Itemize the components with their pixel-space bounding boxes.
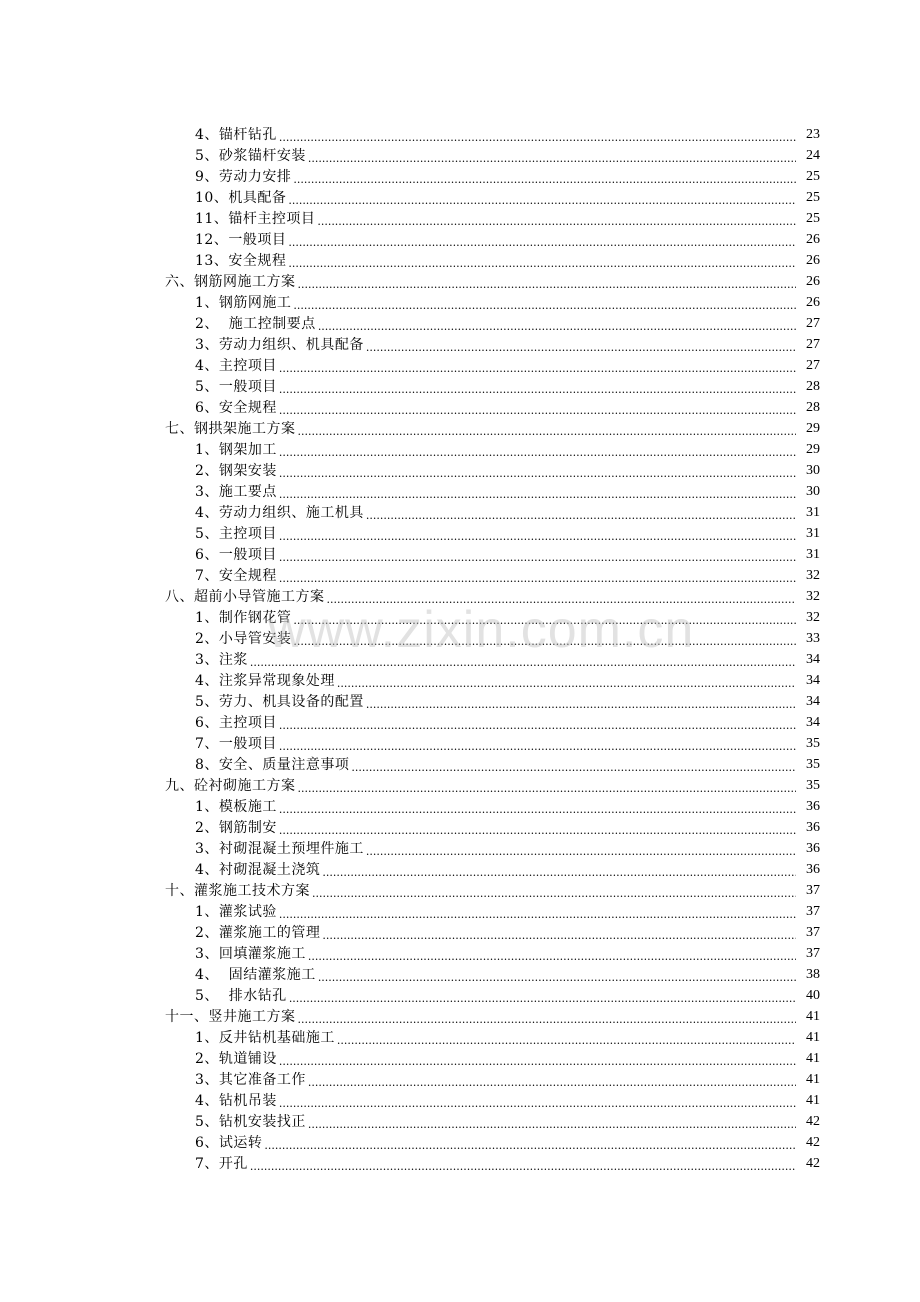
toc-section-entry[interactable] xyxy=(0,795,920,816)
toc-page-number: 27 xyxy=(806,316,820,331)
toc-dot-leader xyxy=(288,252,796,270)
toc-section-entry[interactable] xyxy=(0,228,920,249)
toc-section-entry[interactable] xyxy=(0,963,920,984)
toc-section-entry[interactable] xyxy=(0,123,920,144)
toc-chapter-entry[interactable] xyxy=(0,417,920,438)
toc-page-number: 33 xyxy=(806,631,820,646)
toc-dot-leader xyxy=(279,1050,796,1068)
toc-entry-label: 3、劳动力组织、机具配备 xyxy=(195,337,364,353)
toc-dot-leader xyxy=(279,714,796,732)
toc-dot-leader xyxy=(318,966,796,984)
toc-dot-leader xyxy=(279,399,796,417)
toc-page-number: 26 xyxy=(806,295,820,310)
toc-entry-label: 3、其它准备工作 xyxy=(195,1072,306,1088)
toc-dot-leader xyxy=(279,357,796,375)
toc-entry-label: 2、 施工控制要点 xyxy=(195,316,316,332)
toc-entry-label: 1、反井钻机基础施工 xyxy=(195,1030,335,1046)
toc-dot-leader xyxy=(279,441,796,459)
toc-page-number: 30 xyxy=(806,463,820,478)
toc-dot-leader xyxy=(279,567,796,585)
toc-section-entry[interactable] xyxy=(0,1026,920,1047)
toc-section-entry[interactable] xyxy=(0,564,920,585)
toc-page-number: 26 xyxy=(806,274,820,289)
toc-page-number: 35 xyxy=(806,778,820,793)
toc-entry-label: 1、制作钢花管 xyxy=(195,610,292,626)
toc-section-entry[interactable] xyxy=(0,1047,920,1068)
toc-entry-label: 3、施工要点 xyxy=(195,484,277,500)
toc-dot-leader xyxy=(279,483,796,501)
toc-dot-leader xyxy=(308,1113,796,1131)
toc-dot-leader xyxy=(288,231,796,249)
toc-dot-leader xyxy=(279,378,796,396)
toc-chapter-entry[interactable] xyxy=(0,1005,920,1026)
toc-dot-leader xyxy=(317,210,796,228)
toc-dot-leader xyxy=(279,525,796,543)
toc-entry-label: 2、钢架安装 xyxy=(195,463,277,479)
toc-dot-leader xyxy=(298,777,797,795)
toc-section-entry[interactable] xyxy=(0,480,920,501)
toc-entry-label: 8、安全、质量注意事项 xyxy=(195,757,350,773)
toc-dot-leader xyxy=(366,504,796,522)
toc-page-number: 25 xyxy=(806,190,820,205)
toc-page-number: 42 xyxy=(806,1114,820,1129)
toc-entry-label: 2、钢筋制安 xyxy=(195,820,277,836)
toc-entry-label: 十、灌浆施工技术方案 xyxy=(165,883,310,899)
toc-section-entry[interactable] xyxy=(0,837,920,858)
toc-entry-label: 4、钻机吊装 xyxy=(195,1093,277,1109)
toc-entry-label: 3、衬砌混凝土预埋件施工 xyxy=(195,841,364,857)
toc-dot-leader xyxy=(279,819,796,837)
toc-section-entry[interactable] xyxy=(0,669,920,690)
toc-section-entry[interactable] xyxy=(0,1089,920,1110)
toc-section-entry[interactable] xyxy=(0,333,920,354)
toc-entry-label: 4、锚杆钻孔 xyxy=(195,127,277,143)
toc-dot-leader xyxy=(288,189,796,207)
toc-dot-leader xyxy=(298,420,797,438)
toc-page-number: 25 xyxy=(806,211,820,226)
toc-page-number: 34 xyxy=(806,673,820,688)
toc-entry-label: 1、钢筋网施工 xyxy=(195,295,292,311)
toc-section-entry[interactable] xyxy=(0,207,920,228)
toc-page-number: 41 xyxy=(806,1030,820,1045)
toc-page-number: 41 xyxy=(806,1051,820,1066)
toc-entry-label: 六、钢筋网施工方案 xyxy=(165,274,296,290)
toc-entry-label: 八、超前小导管施工方案 xyxy=(165,589,325,605)
toc-page-number: 42 xyxy=(806,1156,820,1171)
toc-entry-label: 6、一般项目 xyxy=(195,547,277,563)
toc-page-number: 42 xyxy=(806,1135,820,1150)
toc-section-entry[interactable] xyxy=(0,501,920,522)
toc-page-number: 26 xyxy=(806,253,820,268)
toc-entry-label: 3、注浆 xyxy=(195,652,248,668)
toc-page-number: 34 xyxy=(806,694,820,709)
toc-section-entry[interactable] xyxy=(0,249,920,270)
toc-entry-label: 4、 固结灌浆施工 xyxy=(195,967,316,983)
toc-page-number: 34 xyxy=(806,652,820,667)
toc-page-number: 41 xyxy=(806,1072,820,1087)
toc-dot-leader xyxy=(279,798,796,816)
toc-section-entry[interactable] xyxy=(0,816,920,837)
toc-entry-label: 6、试运转 xyxy=(195,1135,263,1151)
toc-entry-label: 5、钻机安装找正 xyxy=(195,1114,306,1130)
toc-dot-leader xyxy=(279,462,796,480)
toc-section-entry[interactable] xyxy=(0,459,920,480)
toc-dot-leader xyxy=(366,693,796,711)
toc-entry-label: 2、轨道铺设 xyxy=(195,1051,277,1067)
toc-page-number: 28 xyxy=(806,400,820,415)
toc-entry-label: 5、一般项目 xyxy=(195,379,277,395)
toc-dot-leader xyxy=(279,735,796,753)
toc-page-number: 41 xyxy=(806,1093,820,1108)
watermark: www.zixin.com.cn xyxy=(268,601,695,659)
toc-dot-leader xyxy=(279,546,796,564)
toc-entry-label: 1、模板施工 xyxy=(195,799,277,815)
toc-page-number: 25 xyxy=(806,169,820,184)
toc-page-number: 36 xyxy=(806,799,820,814)
toc-section-entry[interactable] xyxy=(0,375,920,396)
toc-page-number: 36 xyxy=(806,841,820,856)
toc-page-number: 35 xyxy=(806,736,820,751)
toc-section-entry[interactable] xyxy=(0,942,920,963)
toc-section-entry[interactable] xyxy=(0,984,920,1005)
toc-section-entry[interactable] xyxy=(0,291,920,312)
toc-page-number: 32 xyxy=(806,610,820,625)
toc-page-number: 32 xyxy=(806,568,820,583)
toc-section-entry[interactable] xyxy=(0,396,920,417)
toc-entry-label: 5、劳力、机具设备的配置 xyxy=(195,694,364,710)
toc-entry-label: 4、主控项目 xyxy=(195,358,277,374)
toc-section-entry[interactable] xyxy=(0,144,920,165)
toc-section-entry[interactable] xyxy=(0,690,920,711)
toc-entry-label: 4、衬砌混凝土浇筑 xyxy=(195,862,321,878)
toc-chapter-entry[interactable] xyxy=(0,270,920,291)
toc-page-number: 36 xyxy=(806,862,820,877)
toc-entry-label: 10、机具配备 xyxy=(195,190,287,206)
toc-entry-label: 9、劳动力安排 xyxy=(195,169,292,185)
toc-entry-label: 1、钢架加工 xyxy=(195,442,277,458)
toc-chapter-entry[interactable] xyxy=(0,774,920,795)
toc-section-entry[interactable] xyxy=(0,1110,920,1131)
toc-dot-leader xyxy=(298,1008,797,1026)
toc-dot-leader xyxy=(318,315,796,333)
toc-page-number: 24 xyxy=(806,148,820,163)
toc-section-entry[interactable] xyxy=(0,858,920,879)
toc-page-number: 37 xyxy=(806,946,820,961)
toc-entry-label: 1、灌浆试验 xyxy=(195,904,277,920)
toc-page-number: 30 xyxy=(806,484,820,499)
toc-dot-leader xyxy=(366,336,796,354)
toc-section-entry[interactable] xyxy=(0,732,920,753)
toc-dot-leader xyxy=(308,147,796,165)
toc-entry-label: 13、安全规程 xyxy=(195,253,287,269)
toc-entry-label: 4、注浆异常现象处理 xyxy=(195,673,335,689)
toc-entry-label: 3、回填灌浆施工 xyxy=(195,946,306,962)
toc-section-entry[interactable] xyxy=(0,753,920,774)
toc-entry-label: 6、安全规程 xyxy=(195,400,277,416)
toc-page-number: 34 xyxy=(806,715,820,730)
toc-entry-label: 2、小导管安装 xyxy=(195,631,292,647)
toc-page-number: 28 xyxy=(806,379,820,394)
toc-page-number: 36 xyxy=(806,820,820,835)
toc-section-entry[interactable] xyxy=(0,186,920,207)
toc-dot-leader xyxy=(298,273,797,291)
toc-entry-label: 11、锚杆主控项目 xyxy=(195,211,316,227)
toc-dot-leader xyxy=(312,882,796,900)
toc-dot-leader xyxy=(250,1155,796,1173)
toc-dot-leader xyxy=(322,861,796,879)
toc-section-entry[interactable] xyxy=(0,543,920,564)
toc-chapter-entry[interactable] xyxy=(0,879,920,900)
toc-page-number: 27 xyxy=(806,337,820,352)
toc-page-number: 29 xyxy=(806,442,820,457)
toc-entry-label: 7、开孔 xyxy=(195,1156,248,1172)
toc-dot-leader xyxy=(337,672,796,690)
toc-entry-label: 5、 排水钻孔 xyxy=(195,988,287,1004)
toc-entry-label: 12、一般项目 xyxy=(195,232,287,248)
toc-section-entry[interactable] xyxy=(0,900,920,921)
toc-page-number: 37 xyxy=(806,904,820,919)
toc-dot-leader xyxy=(293,294,796,312)
toc-section-entry[interactable] xyxy=(0,711,920,732)
toc-section-entry[interactable] xyxy=(0,1068,920,1089)
toc-page-number: 26 xyxy=(806,232,820,247)
toc-page-number: 31 xyxy=(806,526,820,541)
toc-page-number: 35 xyxy=(806,757,820,772)
toc-entry-label: 九、砼衬砌施工方案 xyxy=(165,778,296,794)
toc-page-number: 37 xyxy=(806,925,820,940)
toc-section-entry[interactable] xyxy=(0,1131,920,1152)
toc-entry-label: 七、钢拱架施工方案 xyxy=(165,421,296,437)
toc-dot-leader xyxy=(322,924,796,942)
toc-dot-leader xyxy=(293,168,796,186)
toc-page-number: 32 xyxy=(806,589,820,604)
toc-page-number: 40 xyxy=(806,988,820,1003)
toc-page-number: 31 xyxy=(806,505,820,520)
toc-dot-leader xyxy=(264,1134,796,1152)
toc-dot-leader xyxy=(279,903,796,921)
toc-section-entry[interactable] xyxy=(0,165,920,186)
toc-page-number: 29 xyxy=(806,421,820,436)
toc-page-number: 27 xyxy=(806,358,820,373)
toc-dot-leader xyxy=(308,1071,796,1089)
toc-entry-label: 6、主控项目 xyxy=(195,715,277,731)
toc-entry-label: 十一、竖井施工方案 xyxy=(165,1009,296,1025)
toc-dot-leader xyxy=(308,945,796,963)
toc-dot-leader xyxy=(366,840,796,858)
toc-page-number: 31 xyxy=(806,547,820,562)
toc-dot-leader xyxy=(289,987,796,1005)
toc-page-number: 37 xyxy=(806,883,820,898)
toc-entry-label: 5、砂浆锚杆安装 xyxy=(195,148,306,164)
toc-section-entry[interactable] xyxy=(0,921,920,942)
toc-section-entry[interactable] xyxy=(0,312,920,333)
toc-page-number: 41 xyxy=(806,1009,820,1024)
toc-section-entry[interactable] xyxy=(0,354,920,375)
toc-section-entry[interactable] xyxy=(0,438,920,459)
toc-entry-label: 7、安全规程 xyxy=(195,568,277,584)
toc-dot-leader xyxy=(351,756,796,774)
toc-dot-leader xyxy=(279,1092,796,1110)
toc-entry-label: 7、一般项目 xyxy=(195,736,277,752)
toc-page-number: 23 xyxy=(806,127,820,142)
toc-entry-label: 2、灌浆施工的管理 xyxy=(195,925,321,941)
toc-dot-leader xyxy=(337,1029,796,1047)
toc-entry-label: 4、劳动力组织、施工机具 xyxy=(195,505,364,521)
toc-entry-label: 5、主控项目 xyxy=(195,526,277,542)
toc-section-entry[interactable] xyxy=(0,1152,920,1173)
toc-section-entry[interactable] xyxy=(0,522,920,543)
toc-dot-leader xyxy=(279,126,796,144)
toc-page-number: 38 xyxy=(806,967,820,982)
